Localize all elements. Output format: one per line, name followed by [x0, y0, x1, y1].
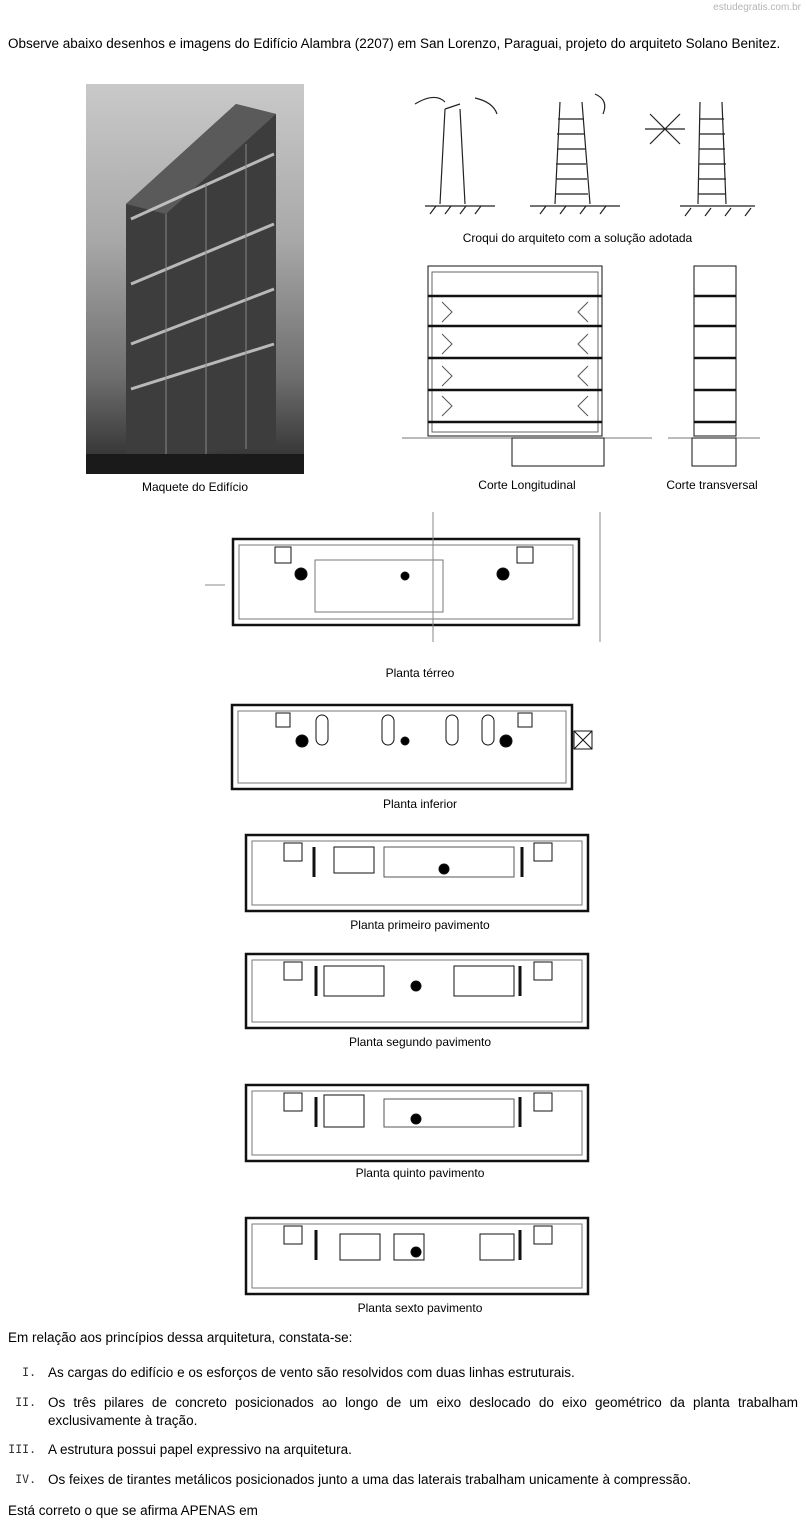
statement-1 [0, 1364, 800, 1384]
longitudinal-section-drawing [402, 262, 652, 470]
fifth-floor-caption: Planta quinto pavimento [355, 1166, 485, 1180]
second-floor-plan [244, 952, 594, 1030]
first-floor-caption: Planta primeiro pavimento [350, 918, 490, 932]
sketch-caption: Croqui do arquiteto com a solução adotada [462, 231, 693, 245]
sixth-floor-caption: Planta sexto pavimento [357, 1301, 483, 1315]
ground-floor-caption: Planta térreo [385, 666, 455, 680]
cross-section-drawing [668, 262, 760, 470]
statement-text: As cargas do edifício e os esforços de vento são resolvidos com duas linhas estruturais. [48, 1365, 575, 1380]
statement-number: IV. [15, 1472, 36, 1486]
cross-section-caption: Corte transversal [666, 478, 758, 492]
longitudinal-section-caption: Corte Longitudinal [478, 478, 576, 492]
statement-text: A estrutura possui papel expressivo na arquitetura. [48, 1442, 352, 1457]
statement-number: III. [8, 1442, 36, 1456]
second-floor-caption: Planta segundo pavimento [348, 1035, 492, 1049]
statement-2 [0, 1394, 800, 1432]
model-caption: Maquete do Edifício [141, 480, 249, 494]
question-closing: Está correto o que se afirma APENAS em [8, 1503, 258, 1518]
statement-number: II. [15, 1395, 36, 1409]
fifth-floor-plan [244, 1083, 594, 1163]
first-floor-plan [244, 833, 594, 913]
statement-number: I. [22, 1365, 36, 1379]
building-model-photo [86, 84, 304, 474]
intro-text: Observe abaixo desenhos e imagens do Edifício Alambra (2207) em San Lorenzo, Paraguai, projeto do arquiteto Solano Benitez. [8, 36, 781, 51]
statement-4 [0, 1471, 800, 1491]
ground-floor-plan [205, 512, 630, 642]
architect-sketch [405, 84, 755, 224]
lower-floor-caption: Planta inferior [382, 797, 458, 811]
statement-3 [0, 1441, 800, 1461]
statement-text: Os feixes de tirantes metálicos posicionados junto a uma das laterais trabalham unicamente à compressão. [48, 1472, 692, 1487]
question-lead: Em relação aos princípios dessa arquitetura, constata-se: [8, 1330, 353, 1345]
statement-text: Os três pilares de concreto posicionados ao longo de um eixo deslocado do eixo geométrico da planta trabalham exclusivamente à tração. [48, 1395, 798, 1428]
watermark: estudegratis.com.br [713, 2, 801, 13]
lower-floor-plan [230, 703, 595, 793]
sixth-floor-plan [244, 1216, 594, 1296]
